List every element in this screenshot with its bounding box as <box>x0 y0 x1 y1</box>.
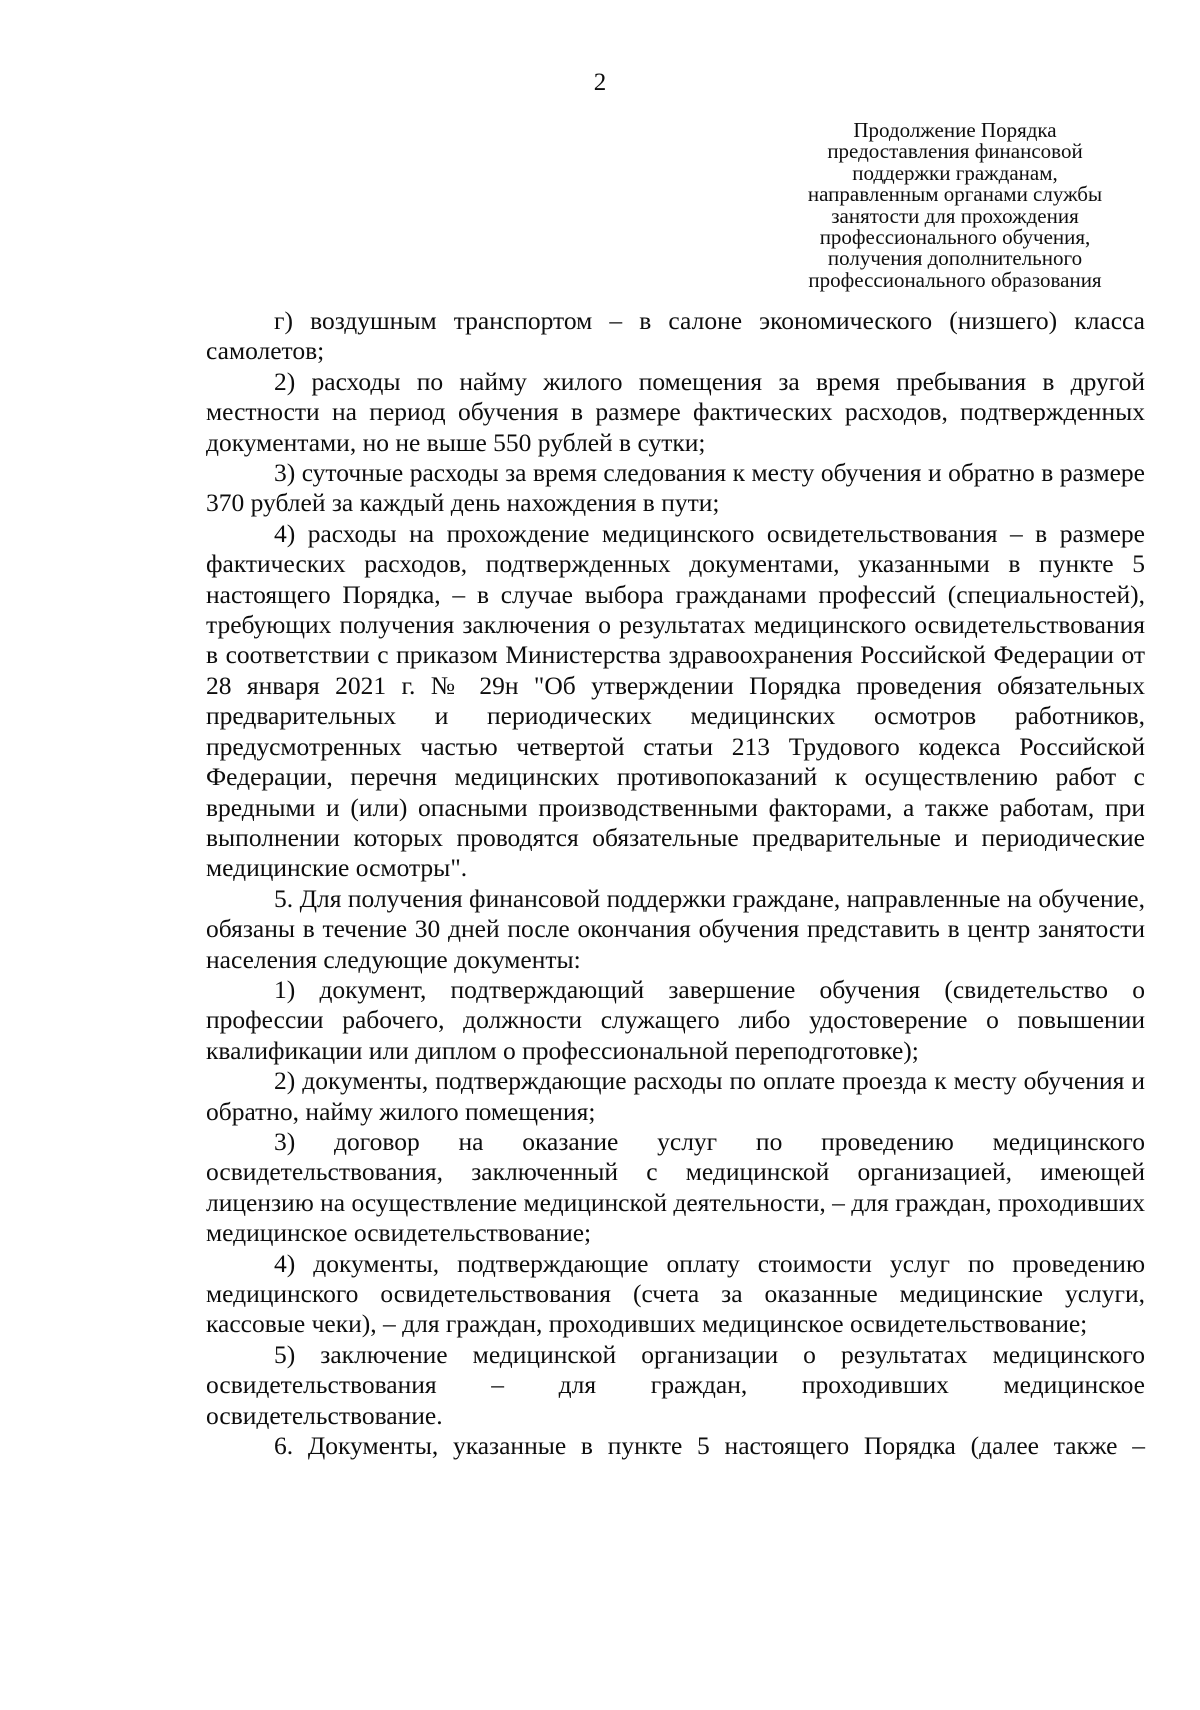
header-line: профессионального обучения, <box>819 225 1091 250</box>
paragraph-training-completion-document: 1) документ, подтверждающий завершение обучения (свидетельство о профессии рабочего, должности служащего либо удостоверение о повышении квалификации или диплом о профессиональной переподготовке); <box>206 974 1145 1065</box>
paragraph-item-6-start: 6. Документы, указанные в пункте 5 настоящего Порядка (далее также – <box>274 1431 1145 1461</box>
document-continuation-header <box>770 120 1140 291</box>
paragraph-daily-expenses: 3) суточные расходы за время следования к месту обучения и обратно в размере 370 рублей за каждый день нахождения в пути; <box>206 458 1145 518</box>
header-line: направленным органами службы <box>807 182 1103 207</box>
paragraph-housing-expenses: 2) расходы по найму жилого помещения за время пребывания в другой местности на период обучения в размере фактических расходов, подтвержденных документами, но не выше 550 рублей в сутки; <box>206 366 1145 457</box>
header-line: Продолжение Порядка <box>853 118 1057 142</box>
document-body <box>206 306 1145 1461</box>
paragraph-item-5-documents: 5. Для получения финансовой поддержки граждане, направленные на обучение, обязаны в течение 30 дней после окончания обучения представить в центр занятости населения следующие документы: <box>206 883 1145 974</box>
header-line: занятости для прохождения <box>831 203 1079 228</box>
header-line: профессионального образования <box>808 267 1102 292</box>
paragraph-medical-services-contract: 3) договор на оказание услуг по проведению медицинского освидетельствования, заключенный с медицинской организацией, имеющей лицензию на осуществление медицинской деятельности, – для граждан, проходивших медицинское освидетельствование; <box>206 1126 1145 1248</box>
paragraph-medical-examination-expenses: 4) расходы на прохождение медицинского освидетельствования – в размере фактических расходов, подтвержденных документами, указанными в пункте 5 настоящего Порядка, – в случае выбора гражданами профессий (специальностей), требующих получения заключения о результатах медицинского освидетельствования в соответствии с приказом Министерства здравоохранения Российской Федерации от 28 января 2021 г. № 29н "Об утверждении Порядка проведения обязательных предварительных и периодических медицинских осмотров работников, предусмотренных частью четвертой статьи 213 Трудового кодекса Российской Федерации, перечня медицинских противопоказаний к осуществлению работ с вредными и (или) опасными производственными факторами, а также работам, при выполнении которых проводятся обязательные предварительные и периодические медицинские осмотры". <box>206 518 1145 883</box>
header-line: получения дополнительного <box>827 246 1083 271</box>
header-line: поддержки гражданам, <box>852 160 1058 185</box>
paragraph-air-transport: г) воздушным транспортом – в салоне экономического (низшего) класса самолетов; <box>206 306 1145 366</box>
paragraph-medical-conclusion: 5) заключение медицинской организации о результатах медицинского освидетельствования – для граждан, проходивших медицинское освидетельствование. <box>206 1339 1145 1430</box>
paragraph-medical-payment-documents: 4) документы, подтверждающие оплату стоимости услуг по проведению медицинского освидетельствования (счета за оказанные медицинские услуги, кассовые чеки), – для граждан, проходивших медицинское освидетельствование; <box>206 1248 1145 1339</box>
page-number: 2 <box>593 69 607 96</box>
header-line: предоставления финансовой <box>827 139 1083 164</box>
paragraph-travel-expense-documents: 2) документы, подтверждающие расходы по оплате проезда к месту обучения и обратно, найму жилого помещения; <box>206 1066 1145 1126</box>
